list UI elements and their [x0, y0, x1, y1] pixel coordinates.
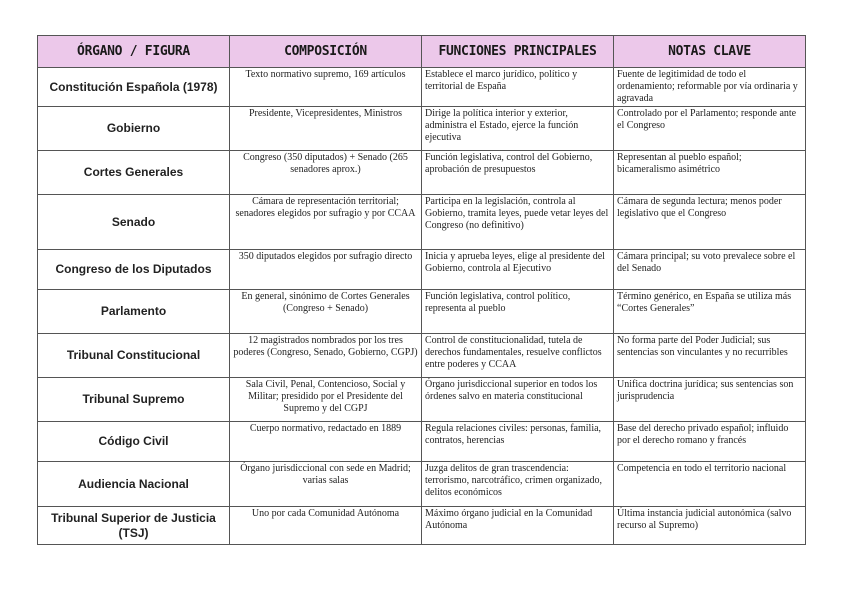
summary-table: [37, 35, 806, 545]
notas-cell: Última instancia judicial autonómica (salvo recurso al Supremo): [614, 507, 806, 545]
composicion-cell: 350 diputados elegidos por sufragio directo: [230, 250, 422, 290]
funciones-cell: Establece el marco jurídico, político y territorial de España: [422, 68, 614, 107]
notas-cell: Competencia en todo el territorio nacional: [614, 462, 806, 507]
notas-cell: Unifica doctrina jurídica; sus sentencias son jurisprudencia: [614, 378, 806, 422]
composicion-cell: Presidente, Vicepresidentes, Ministros: [230, 107, 422, 151]
table-row: [38, 68, 806, 107]
organo-cell: Constitución Española (1978): [38, 68, 230, 107]
table-row: [38, 334, 806, 378]
composicion-cell: En general, sinónimo de Cortes Generales (Congreso + Senado): [230, 290, 422, 334]
table-header: [38, 36, 806, 68]
header-funciones: FUNCIONES PRINCIPALES: [422, 36, 614, 68]
notas-cell: Base del derecho privado español; influido por el derecho romano y francés: [614, 422, 806, 462]
funciones-cell: Juzga delitos de gran trascendencia: terrorismo, narcotráfico, crimen organizado, delitos económicos: [422, 462, 614, 507]
table-row: [38, 378, 806, 422]
organo-cell: Tribunal Superior de Justicia (TSJ): [38, 507, 230, 545]
composicion-cell: Órgano jurisdiccional con sede en Madrid; varias salas: [230, 462, 422, 507]
header-row: [38, 36, 806, 68]
table-row: [38, 422, 806, 462]
table-row: [38, 151, 806, 195]
organo-cell: Código Civil: [38, 422, 230, 462]
funciones-cell: Dirige la política interior y exterior, administra el Estado, ejerce la función ejecutiva: [422, 107, 614, 151]
notas-cell: Cámara principal; su voto prevalece sobre el del Senado: [614, 250, 806, 290]
table-row: [38, 290, 806, 334]
funciones-cell: Control de constitucionalidad, tutela de derechos fundamentales, resuelve conflictos entre poderes y CCAA: [422, 334, 614, 378]
table-row: [38, 107, 806, 151]
header-composicion: COMPOSICIÓN: [230, 36, 422, 68]
organo-cell: Tribunal Constitucional: [38, 334, 230, 378]
funciones-cell: Función legislativa, control del Gobierno, aprobación de presupuestos: [422, 151, 614, 195]
composicion-cell: 12 magistrados nombrados por los tres poderes (Congreso, Senado, Gobierno, CGPJ): [230, 334, 422, 378]
notas-cell: Cámara de segunda lectura; menos poder legislativo que el Congreso: [614, 195, 806, 250]
notas-cell: Representan al pueblo español; bicameralismo asimétrico: [614, 151, 806, 195]
composicion-cell: Uno por cada Comunidad Autónoma: [230, 507, 422, 545]
funciones-cell: Función legislativa, control político, representa al pueblo: [422, 290, 614, 334]
composicion-cell: Congreso (350 diputados) + Senado (265 senadores aprox.): [230, 151, 422, 195]
table-row: [38, 507, 806, 545]
organo-cell: Gobierno: [38, 107, 230, 151]
composicion-cell: Cuerpo normativo, redactado en 1889: [230, 422, 422, 462]
notas-cell: Fuente de legitimidad de todo el ordenamiento; reformable por vía ordinaria y agravada: [614, 68, 806, 107]
organo-cell: Tribunal Supremo: [38, 378, 230, 422]
header-notas: NOTAS CLAVE: [614, 36, 806, 68]
organo-cell: Congreso de los Diputados: [38, 250, 230, 290]
organo-cell: Senado: [38, 195, 230, 250]
table-body: [38, 68, 806, 545]
funciones-cell: Máximo órgano judicial en la Comunidad Autónoma: [422, 507, 614, 545]
organo-cell: Audiencia Nacional: [38, 462, 230, 507]
funciones-cell: Inicia y aprueba leyes, elige al presidente del Gobierno, controla al Ejecutivo: [422, 250, 614, 290]
funciones-cell: Órgano jurisdiccional superior en todos los órdenes salvo en materia constitucional: [422, 378, 614, 422]
organo-cell: Cortes Generales: [38, 151, 230, 195]
header-organo: ÓRGANO / FIGURA: [38, 36, 230, 68]
notas-cell: Controlado por el Parlamento; responde ante el Congreso: [614, 107, 806, 151]
notas-cell: Término genérico, en España se utiliza más “Cortes Generales”: [614, 290, 806, 334]
table-row: [38, 462, 806, 507]
composicion-cell: Sala Civil, Penal, Contencioso, Social y Militar; presidido por el Presidente del Supremo y del CGPJ: [230, 378, 422, 422]
organo-cell: Parlamento: [38, 290, 230, 334]
composicion-cell: Texto normativo supremo, 169 artículos: [230, 68, 422, 107]
table-row: [38, 250, 806, 290]
funciones-cell: Participa en la legislación, controla al Gobierno, tramita leyes, puede vetar leyes del Congreso (no definitivo): [422, 195, 614, 250]
funciones-cell: Regula relaciones civiles: personas, familia, contratos, herencias: [422, 422, 614, 462]
notas-cell: No forma parte del Poder Judicial; sus sentencias son vinculantes y no recurribles: [614, 334, 806, 378]
table-row: [38, 195, 806, 250]
composicion-cell: Cámara de representación territorial; senadores elegidos por sufragio y por CCAA: [230, 195, 422, 250]
